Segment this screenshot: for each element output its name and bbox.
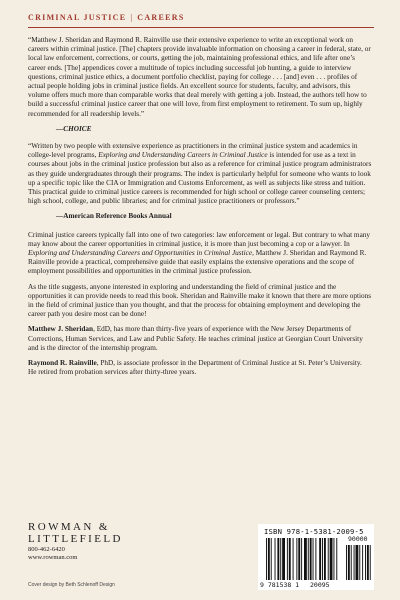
category-label-criminal-justice: CRIMINAL JUSTICE bbox=[28, 13, 127, 22]
barcode-bar bbox=[277, 538, 279, 580]
description-p1-after: , Matthew J. Sheridan and Raymond R. Rainville provide a practical, comprehensive guide that easily explains the extensive operations and the scope of employment possibilities and opportunities in the criminal justice profession. bbox=[28, 249, 367, 276]
isbn-barcode bbox=[258, 524, 374, 590]
barcode-bar bbox=[330, 538, 333, 580]
barcode-bars-addon bbox=[346, 545, 371, 580]
author-bio-sheridan bbox=[28, 325, 372, 353]
barcode-bar bbox=[310, 538, 312, 580]
barcode-price-code: 90000 bbox=[348, 535, 368, 543]
review-choice-source: —CHOICE bbox=[56, 124, 92, 133]
barcode-addon-bar bbox=[370, 545, 371, 580]
publisher-block bbox=[28, 521, 123, 562]
review-arba-book-title: Exploring and Understanding Careers in Criminal Justice bbox=[98, 151, 268, 160]
barcode-bar bbox=[287, 538, 288, 580]
barcode-bar bbox=[324, 538, 326, 580]
cover-copy bbox=[28, 36, 372, 384]
barcode-bar bbox=[315, 538, 316, 580]
description-paragraph-2: As the title suggests, anyone interested in exploring and understanding the field of criminal justice and the opportunities it can provide needs to read this book. Sheridan and Rainville make it known that there are more options in the field of criminal justice than you thought, and that the process for obtaining employment and developing the career path you desire most can be done! bbox=[28, 282, 372, 319]
isbn-label: ISBN 978-1-5381-2009-5 bbox=[264, 527, 364, 536]
barcode-addon-bar bbox=[348, 545, 350, 580]
category-label-careers: CAREERS bbox=[137, 13, 185, 22]
barcode-addon-bar bbox=[359, 545, 360, 580]
barcode-bar bbox=[266, 538, 267, 580]
barcode-addon-bar bbox=[356, 545, 359, 580]
author-bio-sheridan-text: , EdD, has more than thirty-five years of experience with the New Jersey Departments of Corrections, Human Services, and Law and Public Safety. He teaches criminal justice at Georgian Court University and is the director of the internship program. bbox=[28, 325, 363, 352]
barcode-bar bbox=[289, 538, 291, 580]
barcode-bar bbox=[333, 538, 334, 580]
barcode-bar bbox=[319, 538, 321, 580]
barcode-digits-left: 9 781538 1 bbox=[260, 581, 300, 589]
barcode-bar bbox=[296, 538, 297, 580]
publisher-name-line2: LITTLEFIELD bbox=[28, 533, 123, 545]
barcode-bar bbox=[271, 538, 272, 580]
author-bio-rainville-text: , PhD, is associate professor in the Department of Criminal Justice at St. Peter’s University. He retired from probation services after thirty-three years. bbox=[28, 359, 362, 377]
barcode-addon-bar bbox=[362, 545, 363, 580]
barcode-bar bbox=[336, 538, 337, 580]
review-arba-source: —American Reference Books Annual bbox=[56, 212, 172, 221]
barcode-addon-bar bbox=[367, 545, 369, 580]
barcode-addon-bar bbox=[346, 545, 347, 580]
publisher-name-line1: ROWMAN & bbox=[28, 521, 110, 533]
barcode-bar bbox=[298, 538, 300, 580]
review-choice-text: “Matthew J. Sheridan and Raymond R. Rainville use their extensive experience to write an exceptional work on careers within criminal justice. [The] chapters provide invaluable information on choosing a career in federal, state, or local law enforcement, corrections, or courts, getting the job, maintaining professional ethics, and life after one’s career ends. [The] appendices cover a multitude of topics including successful job hunting, a guide to interview questions, criminal justice ethics, a document portfolio checklist, paying for college . . . [and] even . . . profiles of actual people holding jobs in criminal justice fields. An excellent source for students, faculty, and advisors, this volume offers much more than comparable works that deal merely with getting a job. Instead, the authors tell how to build a successful criminal justice career that one will love, from first employment to retirement. To sum up, highly recommended for all readership levels.” bbox=[28, 36, 371, 118]
barcode-bar bbox=[304, 538, 307, 580]
barcode-addon-bar bbox=[351, 545, 352, 580]
author-name-rainville: Raymond R. Rainville bbox=[28, 359, 97, 368]
barcode-graphic bbox=[258, 524, 374, 590]
barcode-bars-main bbox=[266, 538, 337, 580]
barcode-bar bbox=[268, 538, 270, 580]
barcode-bar bbox=[282, 538, 285, 580]
barcode-bar bbox=[328, 538, 329, 580]
barcode-bar bbox=[275, 538, 276, 580]
category-separator: | bbox=[130, 13, 134, 22]
barcode-bar bbox=[313, 538, 314, 580]
barcode-addon-bar bbox=[354, 545, 355, 580]
description-p1-before: Criminal justice careers typically fall into one of two categories: law enforcement or legal. But contrary to what many may know about the career opportunities in criminal justice, it is more than just becoming a cop or a lawyer. In bbox=[28, 230, 371, 248]
barcode-bar bbox=[280, 538, 281, 580]
review-arba-text-before: “Written by two people with extensive experience as practitioners in the criminal justice system and academics in college-level programs, bbox=[28, 142, 358, 160]
author-bio-rainville bbox=[28, 359, 372, 377]
barcode-bar bbox=[301, 538, 302, 580]
description-paragraph-1 bbox=[28, 231, 372, 277]
header-rule bbox=[28, 27, 374, 28]
barcode-bar bbox=[293, 538, 294, 580]
barcode-addon-bar bbox=[365, 545, 366, 580]
barcode-bar bbox=[308, 538, 309, 580]
review-arba-text bbox=[28, 142, 372, 206]
category-header bbox=[28, 13, 185, 22]
barcode-digits-right: 20095 bbox=[310, 581, 330, 589]
publisher-website: www.rowman.com bbox=[28, 554, 78, 561]
barcode-bar bbox=[322, 538, 323, 580]
description-book-title: Exploring and Understanding Careers and Opportunities in Criminal Justice bbox=[28, 249, 253, 258]
author-name-sheridan: Matthew J. Sheridan bbox=[28, 325, 94, 334]
publisher-phone: 800-462-6420 bbox=[28, 546, 65, 553]
review-arba-text-after: is intended for use as a text in courses about jobs in the criminal justice profession but also as a reference for criminal justice program administrators as they guide undergraduates through their programs. The index is particularly helpful for someone who wants to look up a specific topic like the CIA or Immigration and Customs Enforcement, as well as subjects like stress and tuition. This practical guide to criminal justice careers is recommended for high school or college career counseling centers; high school, college, and public libraries; and for criminal justice practitioners or professors.” bbox=[28, 151, 372, 206]
cover-design-credit: Cover design by Beth Schlenoff Design bbox=[28, 582, 115, 588]
